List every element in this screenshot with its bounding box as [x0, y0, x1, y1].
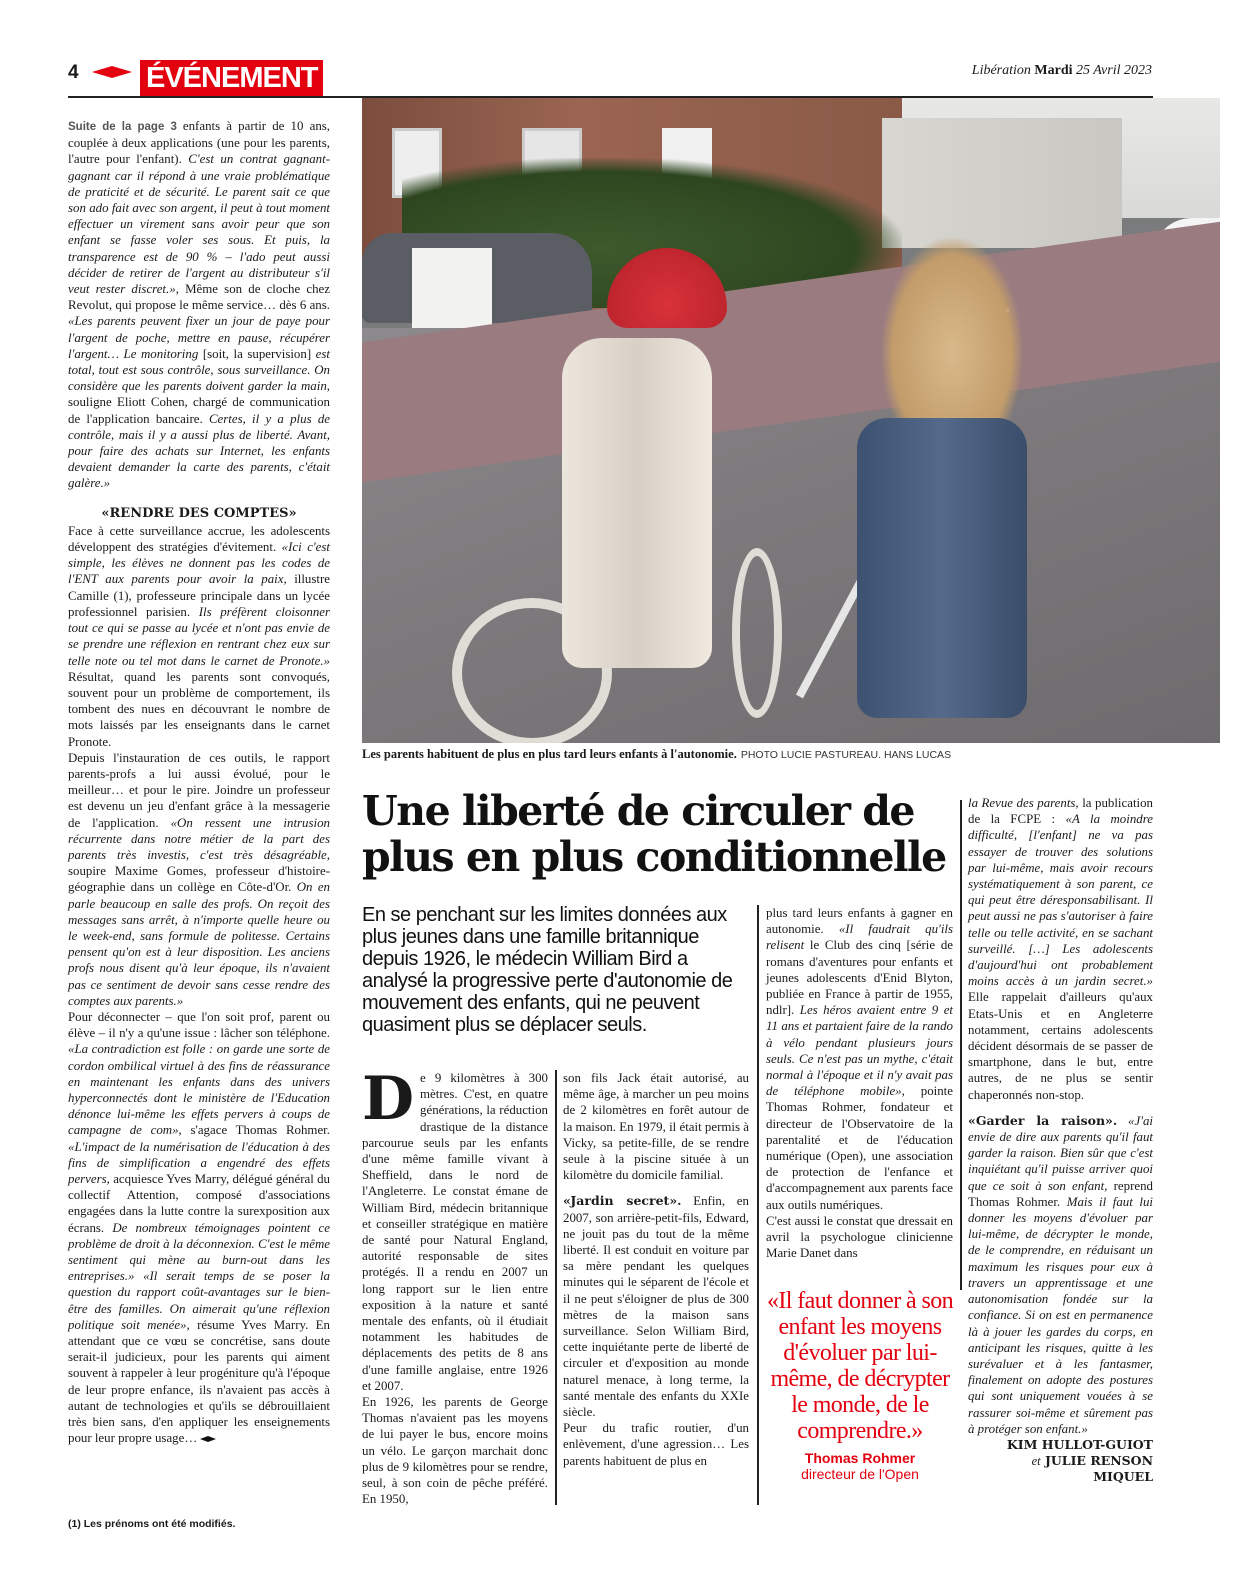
quote-text: Les héros avaient entre 9 et 11 ans et partaient faire de la rando à vélo pendant plusieurs jours seuls. Ce n'est pas un mythe, c'était normal à l'époque et il n'y avait pas de téléphone mobile», [766, 1003, 953, 1099]
quote-text: Certes, il y a plus de contrôle, mais il y a aussi plus de liberté. Avant, pour faire des achats sur Internet, les enfants devaient demander la carte des parents, c'était galère.» [68, 411, 330, 491]
subheading: «RENDRE DES COMPTES» [101, 505, 297, 521]
paragraph [968, 1113, 1153, 1437]
article-column-4 [968, 795, 1153, 1485]
date: 25 Avril 2023 [1076, 63, 1152, 78]
quote-text: «Ici c'est simple, les élèves ne donnent pas les codes de l'ENT aux parents pour avoir la paix, [68, 540, 331, 587]
body-text: soupire Maxime Gomes, professeur d'histoire-géographie dans un collège en Côte-d'Or. [68, 864, 330, 895]
body-text: Depuis l'instauration de ces outils, le rapport parents-profs a lui aussi évolué, pour le meilleur… et pour le pire. Joindre un professeur est devenu un jeu d'enfant grâce à la messagerie de l'application. [68, 750, 330, 830]
col4-text [968, 795, 1153, 1437]
body-text: résume Yves Marry. En attendant que ce vœu se concrétise, sans doute serait-il judicieux, pour les parents qui aiment souvent à rappeler à leur progéniture qu'à l'époque de leur propre enfance, ils n'avaient pas accès à autant de technologies et qu'ils se débrouillaient très bien sans, d'en appliquer les enseignements pour leur propre usage… [68, 1317, 330, 1446]
drop-cap: D [362, 1064, 415, 1134]
body-text: souligne Eliott Cohen, chargé de communication de l'application bancaire. [68, 395, 330, 426]
author-2: JULIE RENSON MIQUEL [1044, 1452, 1153, 1484]
bike-wheel [732, 548, 782, 718]
article-column-2 [563, 1070, 749, 1469]
article-photo [362, 98, 1220, 743]
body-text: e 9 kilomètres à 300 mètres. C'est, en quatre générations, la réduction drastique de la distance parcourue seuls par les enfants d'une même famille vivant à Sheffield, dans le nord de l'Angleterre. Le constat émane de William Bird, médecin britannique et conseiller stratégique en matière de santé pour Natural England, autorité responsable de sites protégés. Il a rendu en 2007 un long rapport sur le lien entre exposition à la nature et santé mentale des enfants, où il étudiait notamment les habitudes de déplacements des petits de 8 ans d'une famille anglaise, entre 1926 et 2007. [362, 1071, 548, 1393]
libe-arrow-icon [92, 66, 132, 78]
left-intro [68, 118, 330, 492]
body-text: Elle rappelait d'ailleurs qu'aux Etats-Unis et en Angleterre notamment, certains adolescents décident désormais de se passer de smartphone, dans le but, entre autres, de ne plus se sentir chaperonnés non-stop. [968, 990, 1153, 1102]
byline [968, 1437, 1153, 1485]
caption-text: Les parents habituent de plus en plus tard leurs enfants à l'autonomie. [362, 747, 737, 761]
paragraph [362, 1394, 548, 1507]
left-body [68, 523, 330, 1447]
body-text: Face à cette surveillance accrue, les adolescents développent des stratégies d'évitement. [68, 523, 330, 555]
column-rule [555, 1070, 557, 1505]
continued-label: Suite de la page 3 [68, 121, 177, 133]
body-text: enfants à partir de 10 ans, couplée à deux applications (une pour les parents, l'autre pour l'enfant). [68, 119, 330, 167]
body-text: En 1926, les parents de George Thomas n'avaient pas les moyens de lui payer le bus, encore moins un vélo. Le garçon marchait donc plus de 9 kilomètres pour se rendre, seul, à son coin de pêche préféré. En 1950, [362, 1395, 548, 1507]
paper-name: Libération [971, 63, 1031, 78]
column-rule [960, 800, 962, 1290]
body-text: la publication de la FCPE : [968, 796, 1154, 827]
paragraph [563, 1193, 749, 1420]
white-houses [882, 118, 1122, 248]
inline-subhead: «Garder la raison». [968, 1112, 1118, 1128]
col3-text [766, 905, 953, 1261]
paragraph [68, 750, 330, 1009]
quote-text: Mais il faut lui donner les moyens d'évoluer par lui-même, de décrypter le monde, de le comprendre, en réduisant un maximum les risques pour eux à travers un apprentissage et une autonomisation fondée sur la confiance. Si on est en permanence là à jouer les gardes du corps, en anticipant les risques, quitte à les surévaluer et à les fantasmer, finalement on adopte des postures qui sont uniquement vouées à se rassurer soi-même et sûrement pas à protéger son enfant.» [968, 1194, 1153, 1436]
quote-text: la Revue des parents, [968, 796, 1079, 810]
pull-quote-role: directeur de l'Open [801, 1466, 919, 1482]
byline-conjunction: et [1031, 1453, 1041, 1468]
body-text: , Même son de cloche chez Revolut, qui propose le même service… dès 6 ans. [68, 282, 330, 313]
body-text: pointe Thomas Rohmer, fondateur et directeur de l'Observatoire de la parentalité et de l'éducation numérique (Open), une association de protection de l'enfance et d'accompagnement aux parents face aux outils numériques. [766, 1084, 953, 1212]
pull-quote-text: «Il faut donner à son enfant les moyens d'évoluer par lui-même, de décrypter le monde, de le comprendre.» [766, 1288, 953, 1444]
body-text: son fils Jack était autorisé, au même âge, à marcher un peu moins de 2 kilomètres en forêt autour de la maison. En 1979, il était permis à Vicky, sa petite-fille, de se rendre seule à la piscine située à un kilomètre du domicile familial. [563, 1071, 749, 1183]
body-text: Résultat, quand les parents sont convoqués, souvent pour un problème de comportement, ils tombent des nues en découvrant le nombre de mots laissés par les enseignants dans le carnet Pronote. [68, 669, 330, 749]
pull-quote [766, 1288, 954, 1483]
quote-text: C'est un contrat gagnant-gagnant car il répond à une vraie problématique de praticité et de sécurité. Le parent sait ce que son ado fait avec son argent, il peut à tout moment effectuer un virement sans avoir peur que son enfant se fasse voler ses sous. Et puis, la transparence est de 90 % – l'ado peut aussi décider de retirer de l'argent au distributeur s'il veut rester discret.» [68, 152, 330, 297]
body-text: plus tard leurs enfants à gagner en autonomie. [766, 906, 953, 937]
left-column [68, 118, 330, 1446]
paragraph [563, 1420, 749, 1469]
quote-text: «La contradiction est folle : on garde une sorte de cordon ombilical virtuel à des fins de réassurance en maintenant les enfants dans des univers hyperconnectés dont le ministère de l'Education dénonce lui-même les effets pervers à coups de campagne de com», [68, 1042, 330, 1138]
body-text: Pour déconnecter – que l'on soit prof, parent ou élève – il n'y a qu'une issue : lâcher son téléphone. [68, 1009, 330, 1041]
inline-subhead: «Jardin secret». [563, 1193, 682, 1209]
quote-text: est total, tout est sous contrôle, sous surveillance. On considère que les parents doivent garder la main, [68, 346, 330, 394]
quote-text: «A la moindre difficulté, [l'enfant] ne va pas essayer de trouver des solutions par lui-même, mais avoir recours systématiquement à son parent, ce qui peut être déresponsabilisant. Il peut aussi ne pas s'autoriser à faire telle ou telle activité, en se sachant surveillé. […] Les adolescents d'aujourd'hui ont probablement moins accès à un jardin secret.» [968, 812, 1153, 989]
day: Mardi [1034, 63, 1073, 78]
body-text: Enfin, en 2007, son arrière-petit-fils, Edward, ne jouit pas du tout de la même liberté. Il est conduit en voiture par sa mère pendant les quelques minutes qui le séparent de l'école et il ne peut s'éloigner de plus de 300 mètres de la maison sans surveillance. Selon William Bird, cette inquiétante perte de liberté de circuler et d'exposition au monde naturel menace, à long terme, la santé mentale des enfants du XXIe siècle. [563, 1194, 749, 1420]
end-mark-icon [200, 1436, 216, 1442]
quote-text: «Il faudrait qu'ils relisent [766, 922, 953, 953]
paragraph [968, 795, 1153, 1103]
body-text: Peur du trafic routier, d'un enlèvement, d'une agression… Les parents habituent de plus en [563, 1421, 749, 1468]
girl-blue-dress [857, 418, 1027, 718]
paragraph-gap [968, 1103, 1153, 1113]
paragraph [68, 523, 330, 750]
paragraph [563, 1070, 749, 1183]
body-text: le Club des cinq [série de romans d'aventures pour enfants et jeunes adolescents d'Enid Blyton, publiée en France à partir de 1955, ndlr]. [766, 938, 953, 1018]
quote-text: «Les parents peuvent fixer un jour de paye pour l'argent de poche, mettre en pause, récupérer l'argent… Le monitoring [68, 314, 330, 361]
paragraph-gap [563, 1183, 749, 1193]
body-text: reprend Thomas Rohmer. [968, 1178, 1153, 1209]
quote-text: Ils préfèrent cloisonner tout ce qui se passe au lycée et n'ont pas envie de se prendre une réflexion en rentrant chez eux sur telle note ou tel mot dans le carnet de Pronote.» [68, 604, 330, 668]
quote-text: «On ressent une intrusion récurrente dans notre métier de la part des parents très investis, c'est très désagréable, [68, 815, 330, 862]
photo-credit: PHOTO LUCIE PASTUREAU. HANS LUCAS [740, 749, 952, 761]
column-rule [757, 905, 759, 1505]
dateline [972, 63, 1152, 79]
body-text: C'est aussi le constat que dressait en avril la psychologue clinicienne Marie Danet dans [766, 1213, 953, 1261]
photo-caption [362, 747, 1220, 762]
quote-text: On en parle beaucoup en salle des profs. On reçoit des messages sans arrêt, à n'importe quelle heure ou le week-end, sans formule de politesse. Certains pensent qu'on est à leur disposition. Les anciens profs nous disent qu'à leur époque, ils n'avaient pas ce sentiment de devoir sans cesse rendre des comptes aux parents.» [68, 880, 330, 1008]
paragraph [68, 118, 330, 492]
quote-text: «L'impact de la numérisation de l'éducation à des fins de simplification a engendré des effets pervers, [68, 1139, 330, 1186]
col2-text [563, 1070, 749, 1469]
body-text: [soit, la supervision] [202, 346, 316, 361]
footnote: (1) Les prénoms ont été modifiés. [68, 1518, 236, 1530]
body-text: s'agace Thomas Rohmer. [181, 1123, 330, 1138]
standfirst: En se penchant sur les limites données aux plus jeunes dans une famille britannique depuis 1926, le médecin William Bird a analysé la progressive perte d'autonomie de mouvement des enfants, qui ne peuvent quasiment plus se déplacer seuls. [362, 904, 733, 1036]
paragraph [766, 905, 953, 1213]
body-text: illustre Camille (1), professeure principale dans un lycée professionnel parisien. [68, 572, 330, 619]
body-text: acquiesce Yves Marry, délégué général du collectif Attention, composé d'associations engagées dans la lutte contre la surexposition aux écrans. [68, 1172, 330, 1235]
article-column-3 [766, 905, 953, 1261]
paragraph [68, 1009, 330, 1446]
girl-white-dress [562, 338, 712, 668]
paragraph [766, 1213, 953, 1262]
page-number: 4 [68, 62, 79, 83]
pull-quote-name: Thomas Rohmer [804, 1450, 916, 1466]
headline: Une liberté de circuler de plus en plus conditionnelle [362, 787, 946, 881]
article-column-1 [362, 1064, 548, 1507]
author-1: KIM HULLOT-GUIOT [1006, 1436, 1153, 1452]
quote-text: De nombreux témoignages pointent ce problème de droit à la déconnexion. C'est le même sentiment qui mène au burn-out dans les entreprises.» «Il serait temps de se poser la question du rapport coût-avantages sur le bien-être des familles. On aimerait qu'une réflexion politique soit menée», [68, 1220, 330, 1332]
section-rubric: ÉVÉNEMENT [140, 60, 323, 96]
col1-text [362, 1064, 548, 1507]
quote-text: «J'ai envie de dire aux parents qu'il faut garder la raison. Bien sûr que c'est inquiétant qu'il puisse arriver quoi que ce soit à son enfant, [968, 1113, 1153, 1193]
